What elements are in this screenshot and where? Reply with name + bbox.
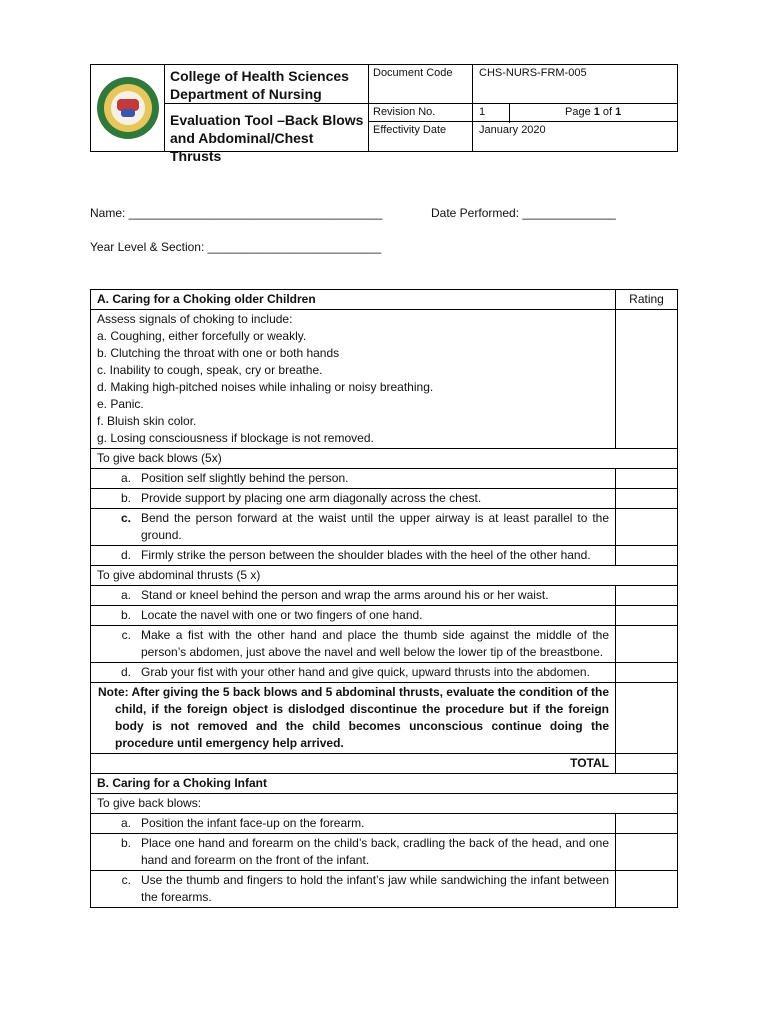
- step-text: Place one hand and forearm on the child’s back, cradling the back of the head, and one hand and forearm on the front of the infant.: [141, 836, 609, 867]
- step-text: Bend the person forward at the waist until the upper airway is at least parallel to the ground.: [141, 511, 609, 542]
- effectivity-value: January 2020: [479, 124, 546, 136]
- rating-cell[interactable]: [616, 663, 678, 683]
- rating-cell[interactable]: [616, 834, 678, 871]
- document-header: [90, 64, 678, 164]
- step-text: Position the infant face-up on the forearm.: [141, 816, 365, 830]
- back-blows-title: To give back blows (5x): [91, 449, 678, 469]
- header-title-cell: [164, 65, 369, 164]
- total-label: TOTAL: [91, 754, 616, 774]
- rating-cell[interactable]: [616, 814, 678, 834]
- step-text: Locate the navel with one or two fingers of one hand.: [141, 608, 423, 622]
- step-text: Firmly strike the person between the shoulder blades with the heel of the other hand.: [141, 548, 591, 562]
- page-indicator: Page 1 of 1: [565, 106, 622, 118]
- step-text: Provide support by placing one arm diagonally across the chest.: [141, 491, 482, 505]
- rating-cell[interactable]: [616, 509, 678, 546]
- rating-cell[interactable]: [616, 606, 678, 626]
- college-seal-logo: [97, 77, 159, 139]
- rating-cell[interactable]: [616, 586, 678, 606]
- section-b-title: B. Caring for a Choking Infant: [91, 774, 678, 794]
- rating-cell[interactable]: [616, 626, 678, 663]
- rating-cell[interactable]: [616, 310, 678, 449]
- year-level-section-field[interactable]: Year Level & Section: __________________________: [90, 240, 382, 254]
- doc-code-label: Document Code: [373, 67, 453, 79]
- infant-back-blows-title: To give back blows:: [91, 794, 678, 814]
- department-name: Department of Nursing: [170, 86, 322, 102]
- form-title-line-1: Evaluation Tool –Back Blows: [170, 112, 364, 128]
- college-name: College of Health Sciences: [170, 68, 349, 84]
- date-performed-field[interactable]: Date Performed: ______________: [431, 206, 616, 220]
- assess-signals-cell: Assess signals of choking to include: a. Coughing, either forcefully or weakly. b. Clutching the throat with one or both hands c. Inability to cough, speak, cry or breathe. d. Making high-pitched noises while inhaling or noisy breathing. e. Panic. f. Bluish skin color. g. Losing consciousness if blockage is not removed.: [91, 310, 616, 449]
- rating-cell[interactable]: [616, 683, 678, 754]
- step-text: Make a fist with the other hand and place the thumb side against the middle of the person’s abdomen, just above the navel and well below the lower tip of the breastbone.: [141, 628, 609, 659]
- step-text: Grab your fist with your other hand and give quick, upward thrusts into the abdomen.: [141, 665, 590, 679]
- logo-cell: [91, 65, 165, 151]
- revision-label: Revision No.: [373, 106, 436, 118]
- total-cell[interactable]: [616, 754, 678, 774]
- step-text: Use the thumb and fingers to hold the infant’s jaw while sandwiching the infant between the forearms.: [141, 873, 609, 904]
- rating-cell[interactable]: [616, 489, 678, 509]
- name-field[interactable]: Name: ______________________________________: [90, 206, 383, 220]
- rating-header: Rating: [616, 290, 678, 310]
- rating-cell[interactable]: [616, 469, 678, 489]
- step-text: Position self slightly behind the person.: [141, 471, 349, 485]
- rating-cell[interactable]: [616, 871, 678, 908]
- section-a-title: A. Caring for a Choking older Children: [91, 290, 616, 310]
- step-text: Stand or kneel behind the person and wrap the arms around his or her waist.: [141, 588, 549, 602]
- form-title-line-2: and Abdominal/Chest Thrusts: [170, 130, 314, 164]
- revision-value: 1: [479, 106, 486, 118]
- effectivity-label: Effectivity Date: [373, 124, 447, 136]
- doc-code-value: CHS-NURS-FRM-005: [479, 67, 587, 79]
- rating-cell[interactable]: [616, 546, 678, 566]
- procedure-note: Note: After giving the 5 back blows and 5 abdominal thrusts, evaluate the condition of the child, if the foreign object is dislodged discontinue the procedure but if the foreign body is not removed and the child becomes unconscious continue doing the procedure until emergency help arrived.: [91, 683, 616, 754]
- abdominal-thrusts-title: To give abdominal thrusts (5 x): [91, 566, 678, 586]
- evaluation-table: A. Caring for a Choking older Children Rating Assess signals of choking to include: a. Coughing, either forcefully or weakly. b. Clutching the throat with one or both hands c. Inability to cough, speak, cry or breathe. d. Making high-pitched noises while inhaling or noisy breathing. e. Panic. f. Bluish skin color. g. Losing consciousness if blockage is not removed. To give back blows (5x) a. Position self slightly behind the person. b. Provide support by placing one arm diagonally across the chest. c. Bend the person forward at the waist until the upper airway is at least parallel to the ground. d. Firmly strike the person between the shoulder blades with the heel of the other hand. To give abdominal thrusts (5 x) a. Stand or kneel behind the person and wrap the arms around his or her waist. b. Locate the navel with one or two fingers of one hand. c. Make a fist with the other hand and place the thumb side against the middle of the person’s abdomen, just above the navel and well below the lower tip of the breastbone. d. Grab your fist with your other hand and give quick, upward thrusts into the abdomen. Note: After giving the 5 back blows and 5 abdominal thrusts, evaluate the condition of the child, if the foreign object is dislodged discontinue the procedure but if the foreign body is not removed and the child becomes unconscious continue doing the procedure until emergency help arrived. TOTAL B. Caring for a Choking Infant To give back blows: a. Position the infant face-up on the forearm. b. Place one hand and forearm on the child’s back, cradling the back of the head, and one hand and forearm on the front of the infant. c. Use the thumb and fingers to hold the infant’s jaw while sandwiching the infant between the forearms.: [90, 289, 678, 908]
